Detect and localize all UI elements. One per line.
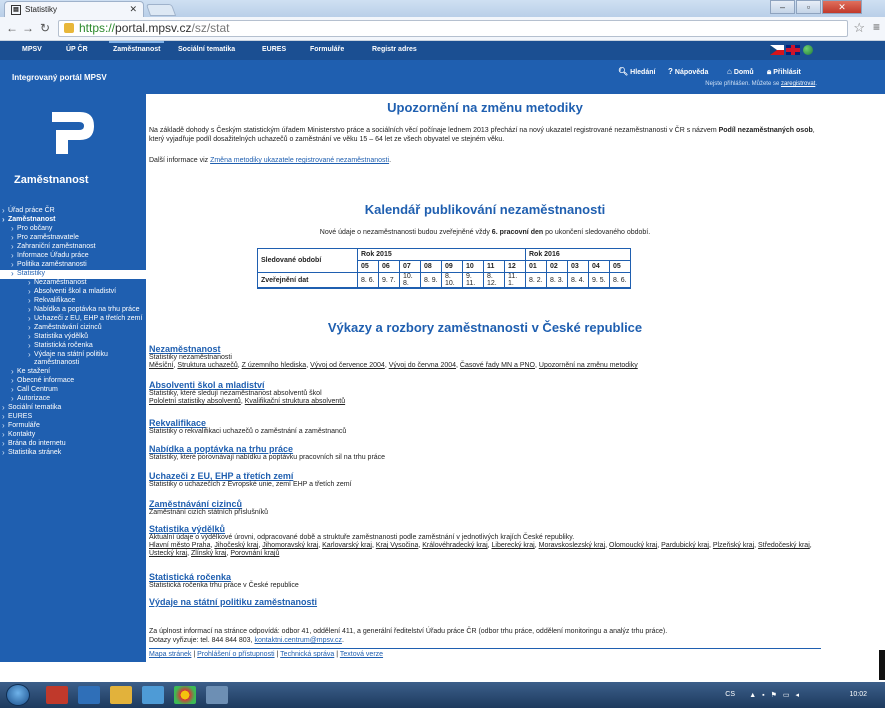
report-description: Statistická ročenka trhu práce v České republice — [149, 582, 299, 589]
month-cell: 02 — [547, 261, 568, 273]
month-cell: 04 — [589, 261, 610, 273]
report-link-vyvoj-do-cervna-2004[interactable]: Vývoj do června 2004 — [388, 362, 457, 369]
row-label-publication: Zveřejnění dat — [258, 273, 358, 289]
year-2016: Rok 2016 — [526, 249, 631, 261]
dates-row — [258, 273, 631, 289]
month-cell: 12 — [505, 261, 526, 273]
report-nabidka-a-poptavka-na-trhu-prace — [149, 444, 821, 462]
footer-link-mapa-stranek[interactable]: Mapa stránek — [149, 651, 192, 658]
report-link-struktura-uchazecu[interactable]: Struktura uchazečů — [177, 362, 238, 369]
mpsv-logo-icon[interactable] — [46, 106, 100, 160]
report-link-kvalifikacni-struktura-absolventu[interactable]: Kvalifikační struktura absolventů — [244, 398, 346, 405]
report-link-zlinsky-kraj[interactable]: Zlínský kraj — [191, 550, 227, 557]
report-rekvalifikace — [149, 418, 821, 436]
report-link-pardubicky-kraj[interactable]: Pardubický kraj — [661, 542, 709, 549]
footer-link-textova-verze[interactable]: Textová verze — [339, 651, 384, 658]
month-cell: 07 — [400, 261, 421, 273]
month-cell: 01 — [526, 261, 547, 273]
report-links: Hlavní město Praha, Jihočeský kraj, Jihomoravský kraj, Karlovarský kraj, Kraj Vysočina, Královéhradecký kraj, Liberecký kraj, Moravskoslezský kraj, Olomoucký kraj, Pardubický kraj, Plzeňský kraj, Středočeský kraj, Ústecký kraj, Zlínský kraj, Porovnání krajů — [149, 542, 812, 557]
report-description: Aktuální údaje o výdělkové úrovni, odpracované době a struktuře zaměstnanosti podle zaměstnání v jednotlivých krajích České republiky. — [149, 534, 575, 541]
sidebar-item-nezamestnanost[interactable]: › Nezaměstnanost — [0, 279, 146, 288]
new-tab-button[interactable] — [146, 4, 176, 16]
publication-date-cell: 8. 6. — [358, 273, 379, 289]
sidebar-item-politika-zamestnanosti[interactable]: › Politika zaměstnanosti — [0, 261, 146, 270]
sidebar-item-call-centrum[interactable]: › Call Centrum — [0, 386, 146, 395]
topnav-registr-adres[interactable]: Registr adres — [372, 46, 417, 53]
notice-more-end: . — [389, 157, 392, 164]
sidebar-item-statisticka-rocenka[interactable]: › Statistická ročenka — [0, 342, 146, 351]
uk-flag-icon[interactable] — [786, 45, 800, 55]
report-title-link[interactable]: Výdaje na státní politiku zaměstnanosti — [149, 597, 318, 607]
menu-icon[interactable]: ≡ — [872, 20, 880, 34]
month-cell: 09 — [442, 261, 463, 273]
report-link-casove-rady-mn-a-pno[interactable]: Časové řady MN a PNO — [459, 362, 536, 369]
back-icon[interactable]: ← — [6, 21, 18, 35]
notice-text-c: , který vyjadřuje podíl dosažitelných uchazečů o zaměstnání ve věku 15 – 64 let ze všech obyvatel ve stejném věku. — [149, 127, 815, 143]
help-label: Nápověda — [674, 69, 709, 76]
sidebar-item-statistika-stranek[interactable]: › Statistika stránek — [0, 449, 146, 458]
report-links: Pololetní statistiky absolventů, Kvalifikační struktura absolventů — [149, 398, 346, 405]
footer-responsibility: Za úplnost informací na stránce odpovídá: odbor 41, oddělení 411, a generální ředitelství Úřadu práce ČR (odbor trhu práce, oddělení monitoringu a analýz trhu práce). — [149, 628, 668, 635]
report-links: Měsíční, Struktura uchazečů, Z územního hlediska, Vývoj od července 2004, Vývoj do června 2004, Časové řady MN a PNO, Upozornění na změnu metodiky — [149, 362, 638, 369]
forward-icon[interactable]: → — [22, 21, 34, 35]
sidebar-item-informace-uradu-prace[interactable]: › Informace Úřadu práce — [0, 252, 146, 261]
notice-text-a: Na základě dohody s Českým statistickým úřadem Ministerstvo práce a sociálních věcí počínaje lednem 2013 přechází na nový ukazatel registrované nezaměstnanosti v ČR s názvem — [149, 127, 719, 134]
footer-links: Mapa stránek | Prohlášení o přístupnosti | Technická správa | Textová verze — [149, 651, 384, 658]
publication-date-cell: 11. 1. — [505, 273, 526, 289]
sidebar-nav — [0, 207, 146, 458]
login-label: Přihlásit — [773, 69, 801, 76]
sidebar-item-autorizace[interactable]: › Autorizace — [0, 395, 146, 404]
publication-calendar-table — [257, 248, 631, 289]
sidebar-item-ke-stazeni[interactable]: › Ke stažení — [0, 368, 146, 377]
topnav-zamestnanost[interactable]: Zaměstnanost — [113, 46, 161, 53]
publication-date-cell: 8. 9. — [421, 273, 442, 289]
taskbar — [0, 682, 885, 708]
calendar-intro-bold: 6. pracovní den — [491, 229, 544, 236]
report-link-ustecky-kraj[interactable]: Ústecký kraj — [149, 550, 188, 557]
report-nezamestnanost — [149, 344, 821, 370]
month-cell: 05 — [610, 261, 631, 273]
publication-date-cell: 10. 8. — [400, 273, 421, 289]
tab-title: Statistiky — [25, 5, 58, 14]
url-input[interactable] — [58, 20, 848, 37]
month-cell: 06 — [379, 261, 400, 273]
notice-paragraph — [149, 126, 821, 144]
bookmark-star-icon[interactable]: ☆ — [853, 20, 865, 35]
sidebar-item-nabidka-a-poptavka-na-trhu-prace[interactable]: › Nabídka a poptávka na trhu práce — [0, 306, 146, 315]
help-button[interactable] — [668, 67, 708, 76]
czech-flag-icon[interactable] — [770, 45, 784, 55]
document-icon: ▤ — [11, 5, 21, 15]
sidebar-item-obecne-informace[interactable]: › Obecné informace — [0, 377, 146, 386]
app-icon[interactable] — [142, 686, 164, 704]
help-icon: ? — [668, 67, 673, 76]
month-cell: 10 — [463, 261, 484, 273]
report-title-link[interactable]: Statistika výdělků — [149, 524, 226, 534]
search-button[interactable] — [618, 67, 655, 76]
methodology-change-link[interactable]: Změna metodiky ukazatele registrované nezaměstnanosti — [210, 157, 390, 164]
browser-tab[interactable] — [4, 1, 144, 17]
browser-titlebar — [0, 0, 885, 17]
footer-contact-end: . — [341, 637, 344, 644]
side-panel-edge — [879, 650, 885, 680]
sidebar-item-pro-obcany[interactable]: › Pro občany — [0, 225, 146, 234]
calendar-intro-c: po ukončení sledovaného období. — [543, 229, 651, 236]
footer-contact — [149, 636, 821, 645]
globe-icon[interactable] — [803, 45, 813, 55]
report-description: Statistiky o uchazečích z Evropské unie, zemí EHP a třetích zemí — [149, 481, 352, 488]
word-app-icon[interactable] — [78, 686, 100, 704]
topnav-formulare[interactable]: Formuláře — [310, 46, 345, 53]
close-icon[interactable]: ✕ — [129, 4, 137, 14]
report-title-link[interactable]: Rekvalifikace — [149, 418, 207, 428]
right-margin — [826, 94, 885, 662]
notice-more-info — [149, 156, 821, 165]
month-cell: 05 — [358, 261, 379, 273]
sidebar-item-vydaje-na-statni-politiku-zamestnanosti[interactable]: › Výdaje na státní politiku zaměstnanosti — [0, 351, 146, 368]
search-label: Hledání — [630, 69, 656, 76]
report-title-link[interactable]: Nezaměstnanost — [149, 344, 221, 354]
calendar-intro-a: Nové údaje o nezaměstnanosti budou zveřejněné vždy — [319, 229, 492, 236]
clock[interactable]: 10:02 — [849, 691, 867, 698]
contact-email-link[interactable]: kontaktni.centrum@mpsv.cz — [254, 637, 342, 644]
sidebar-item-zamestnanost[interactable]: › Zaměstnanost — [0, 216, 146, 225]
report-link-jihomoravsky-kraj[interactable]: Jihomoravský kraj — [262, 542, 319, 549]
sidebar-item-statistika-vydelku[interactable]: › Statistika výdělků — [0, 333, 146, 342]
sidebar-item-socialni-tematika[interactable]: › Sociální tematika — [0, 404, 146, 413]
report-link-plzensky-kraj[interactable]: Plzeňský kraj — [712, 542, 755, 549]
sidebar-item-kontakty[interactable]: › Kontakty — [0, 431, 146, 440]
footer-link-technicka-sprava[interactable]: Technická správa — [280, 651, 335, 658]
notice-title: Upozornění na změnu metodiky — [387, 100, 583, 115]
report-link-z-uzemniho-hlediska[interactable]: Z územního hlediska — [241, 362, 307, 369]
home-button[interactable] — [727, 67, 754, 76]
report-link-moravskoslezsky-kraj[interactable]: Moravskoslezský kraj — [538, 542, 606, 549]
report-link-karlovarsky-kraj[interactable]: Karlovarský kraj — [322, 542, 372, 549]
login-status: Nejste přihlášen. Můžete se zaregistrovat. — [705, 81, 817, 87]
reports-title: Výkazy a rozbory zaměstnanosti v České republice — [327, 320, 643, 335]
url-host: portal.mpsv.cz — [115, 21, 192, 35]
publication-date-cell: 8. 10. — [442, 273, 463, 289]
notice-more-text: Další informace viz — [149, 157, 211, 164]
report-title-link[interactable]: Statistická ročenka — [149, 572, 232, 582]
publication-date-cell: 8. 6. — [610, 273, 631, 289]
pdf-app-icon[interactable] — [46, 686, 68, 704]
sidebar-item-statistiky[interactable]: › Statistiky — [0, 270, 146, 279]
month-cell: 03 — [568, 261, 589, 273]
url-path: /sz/stat — [191, 21, 230, 35]
url-scheme: https:// — [79, 21, 116, 35]
minimize-button[interactable]: – — [770, 0, 795, 14]
login-status-text: Nejste přihlášen. Můžete se — [705, 81, 781, 87]
sidebar — [0, 94, 146, 662]
sidebar-item-formulare[interactable]: › Formuláře — [0, 422, 146, 431]
sidebar-item-zamestnavani-cizincu[interactable]: › Zaměstnávání cizinců — [0, 324, 146, 333]
portal-header — [0, 60, 885, 94]
window-app-icon[interactable] — [206, 686, 228, 704]
report-link-liberecky-kraj[interactable]: Liberecký kraj — [491, 542, 535, 549]
register-link[interactable]: zaregistrovat — [780, 81, 816, 87]
report-title-link[interactable]: Zaměstnávání cizinců — [149, 499, 243, 509]
report-link-hlavni-mesto-praha[interactable]: Hlavní město Praha — [149, 542, 211, 549]
calendar-intro — [149, 228, 821, 237]
language-indicator[interactable]: CS — [725, 691, 735, 698]
start-button[interactable] — [6, 684, 30, 706]
report-uchazeci-z-eu-ehp-a-tretich-zemi — [149, 471, 821, 489]
sidebar-item-urad-prace-cr[interactable]: › Úřad práce ČR — [0, 207, 146, 216]
report-link-jihocesky-kraj[interactable]: Jihočeský kraj — [214, 542, 259, 549]
report-link-stredocesky-kraj[interactable]: Středočeský kraj — [758, 542, 810, 549]
report-description: Statistiky nezaměstnanosti — [149, 354, 232, 361]
notice-text-bold: Podíl nezaměstnaných osob — [718, 127, 813, 134]
sidebar-item-uchazeci-z-eu-ehp-a-tretich-zemi[interactable]: › Uchazeči z EU, EHP a třetích zemí — [0, 315, 146, 324]
address-bar — [0, 17, 885, 41]
calendar-title: Kalendář publikování nezaměstnanosti — [364, 202, 606, 217]
footer-link-prohlaseni-o-pristupnosti[interactable]: Prohlášení o přístupnosti — [197, 651, 275, 658]
topnav-eures[interactable]: EURES — [262, 46, 287, 53]
report-link-kraj-vysocina[interactable]: Kraj Vysočina — [375, 542, 419, 549]
portal-title[interactable]: Integrovaný portál MPSV — [12, 73, 107, 82]
reload-icon[interactable]: ↻ — [40, 21, 51, 35]
report-statistika-vydelku — [149, 524, 821, 558]
publication-date-cell: 8. 3. — [547, 273, 568, 289]
sidebar-item-eures[interactable]: › EURES — [0, 413, 146, 422]
maximize-button[interactable]: ▫ — [796, 0, 821, 14]
explorer-app-icon[interactable] — [110, 686, 132, 704]
report-title-link[interactable]: Uchazeči z EU, EHP a třetích zemí — [149, 471, 294, 481]
search-icon: 🔍︎ — [618, 67, 629, 76]
site-top-nav — [0, 41, 885, 60]
report-description: Zaměstnání cizích státních příslušníků — [149, 509, 269, 516]
chrome-app-icon[interactable] — [174, 686, 196, 704]
report-description: Statistiky, které porovnávají nabídku a poptávku pracovních sil na trhu práce — [149, 454, 386, 461]
report-link-upozorneni-na-zmenu-metodiky[interactable]: Upozornění na změnu metodiky — [538, 362, 638, 369]
home-icon: ⌂ — [727, 67, 732, 76]
topnav-mpsv[interactable]: MPSV — [22, 46, 42, 53]
sidebar-item-brana-do-internetu[interactable]: › Brána do internetu — [0, 440, 146, 449]
year-2015: Rok 2015 — [358, 249, 526, 261]
publication-date-cell: 8. 12. — [484, 273, 505, 289]
lock-icon: 🔒︎ — [767, 67, 772, 76]
window-close-button[interactable]: ✕ — [822, 0, 862, 14]
footer-divider — [149, 648, 821, 649]
report-link-kralovehradecky-kraj[interactable]: Královéhradecký kraj — [422, 542, 488, 549]
login-button[interactable] — [767, 67, 801, 77]
main-content — [146, 94, 826, 662]
sidebar-item-rekvalifikace[interactable]: › Rekvalifikace — [0, 297, 146, 306]
publication-date-cell: 9. 5. — [589, 273, 610, 289]
sidebar-item-zahranicni-zamestnanost[interactable]: › Zahraniční zaměstnanost — [0, 243, 146, 252]
report-link-vyvoj-od-cervence-2004[interactable]: Vývoj od července 2004 — [310, 362, 385, 369]
home-label: Domů — [733, 69, 754, 76]
report-zamestnavani-cizincu — [149, 499, 821, 517]
topnav-up-cr[interactable]: ÚP ČR — [66, 46, 88, 53]
publication-date-cell: 9. 7. — [379, 273, 400, 289]
report-link-olomoucky-kraj[interactable]: Olomoucký kraj — [609, 542, 658, 549]
report-link-mesicni[interactable]: Měsíční — [149, 362, 174, 369]
sidebar-item-pro-zamestnavatele[interactable]: › Pro zaměstnavatele — [0, 234, 146, 243]
report-vydaje-na-statni-politiku-zamestnanosti — [149, 597, 821, 607]
tray-icons[interactable]: ▲▪⚑▭◂ — [749, 692, 805, 699]
report-link-porovnani-kraju[interactable]: Porovnání krajů — [230, 550, 280, 557]
topnav-socialni-tematika[interactable]: Sociální tematika — [178, 46, 236, 53]
report-link-pololetni-statistiky-absolventu[interactable]: Pololetní statistiky absolventů — [149, 398, 241, 405]
row-label-period: Sledované období — [258, 249, 358, 273]
publication-date-cell: 8. 2. — [526, 273, 547, 289]
report-description: Statistiky, které sledují nezaměstnanost absolventů škol — [149, 390, 322, 397]
sidebar-section-title: Zaměstnanost — [14, 174, 89, 186]
month-cell: 08 — [421, 261, 442, 273]
sidebar-item-absolventi-skol-a-mladistvi[interactable]: › Absolventi škol a mladiství — [0, 288, 146, 297]
report-absolventi-skol-a-mladistvi — [149, 380, 821, 406]
footer-contact-text: Dotazy vyřizuje: tel. 844 844 803, — [149, 637, 255, 644]
report-statisticka-rocenka — [149, 572, 821, 590]
month-cell: 11 — [484, 261, 505, 273]
publication-date-cell: 9. 11. — [463, 273, 484, 289]
report-description: Statistiky o rekvalifikaci uchazečů o zaměstnání a zaměstnanců — [149, 428, 347, 435]
report-title-link[interactable]: Absolventi škol a mladiství — [149, 380, 265, 390]
lock-icon — [64, 23, 74, 33]
report-title-link[interactable]: Nabídka a poptávka na trhu práce — [149, 444, 294, 454]
publication-date-cell: 8. 4. — [568, 273, 589, 289]
